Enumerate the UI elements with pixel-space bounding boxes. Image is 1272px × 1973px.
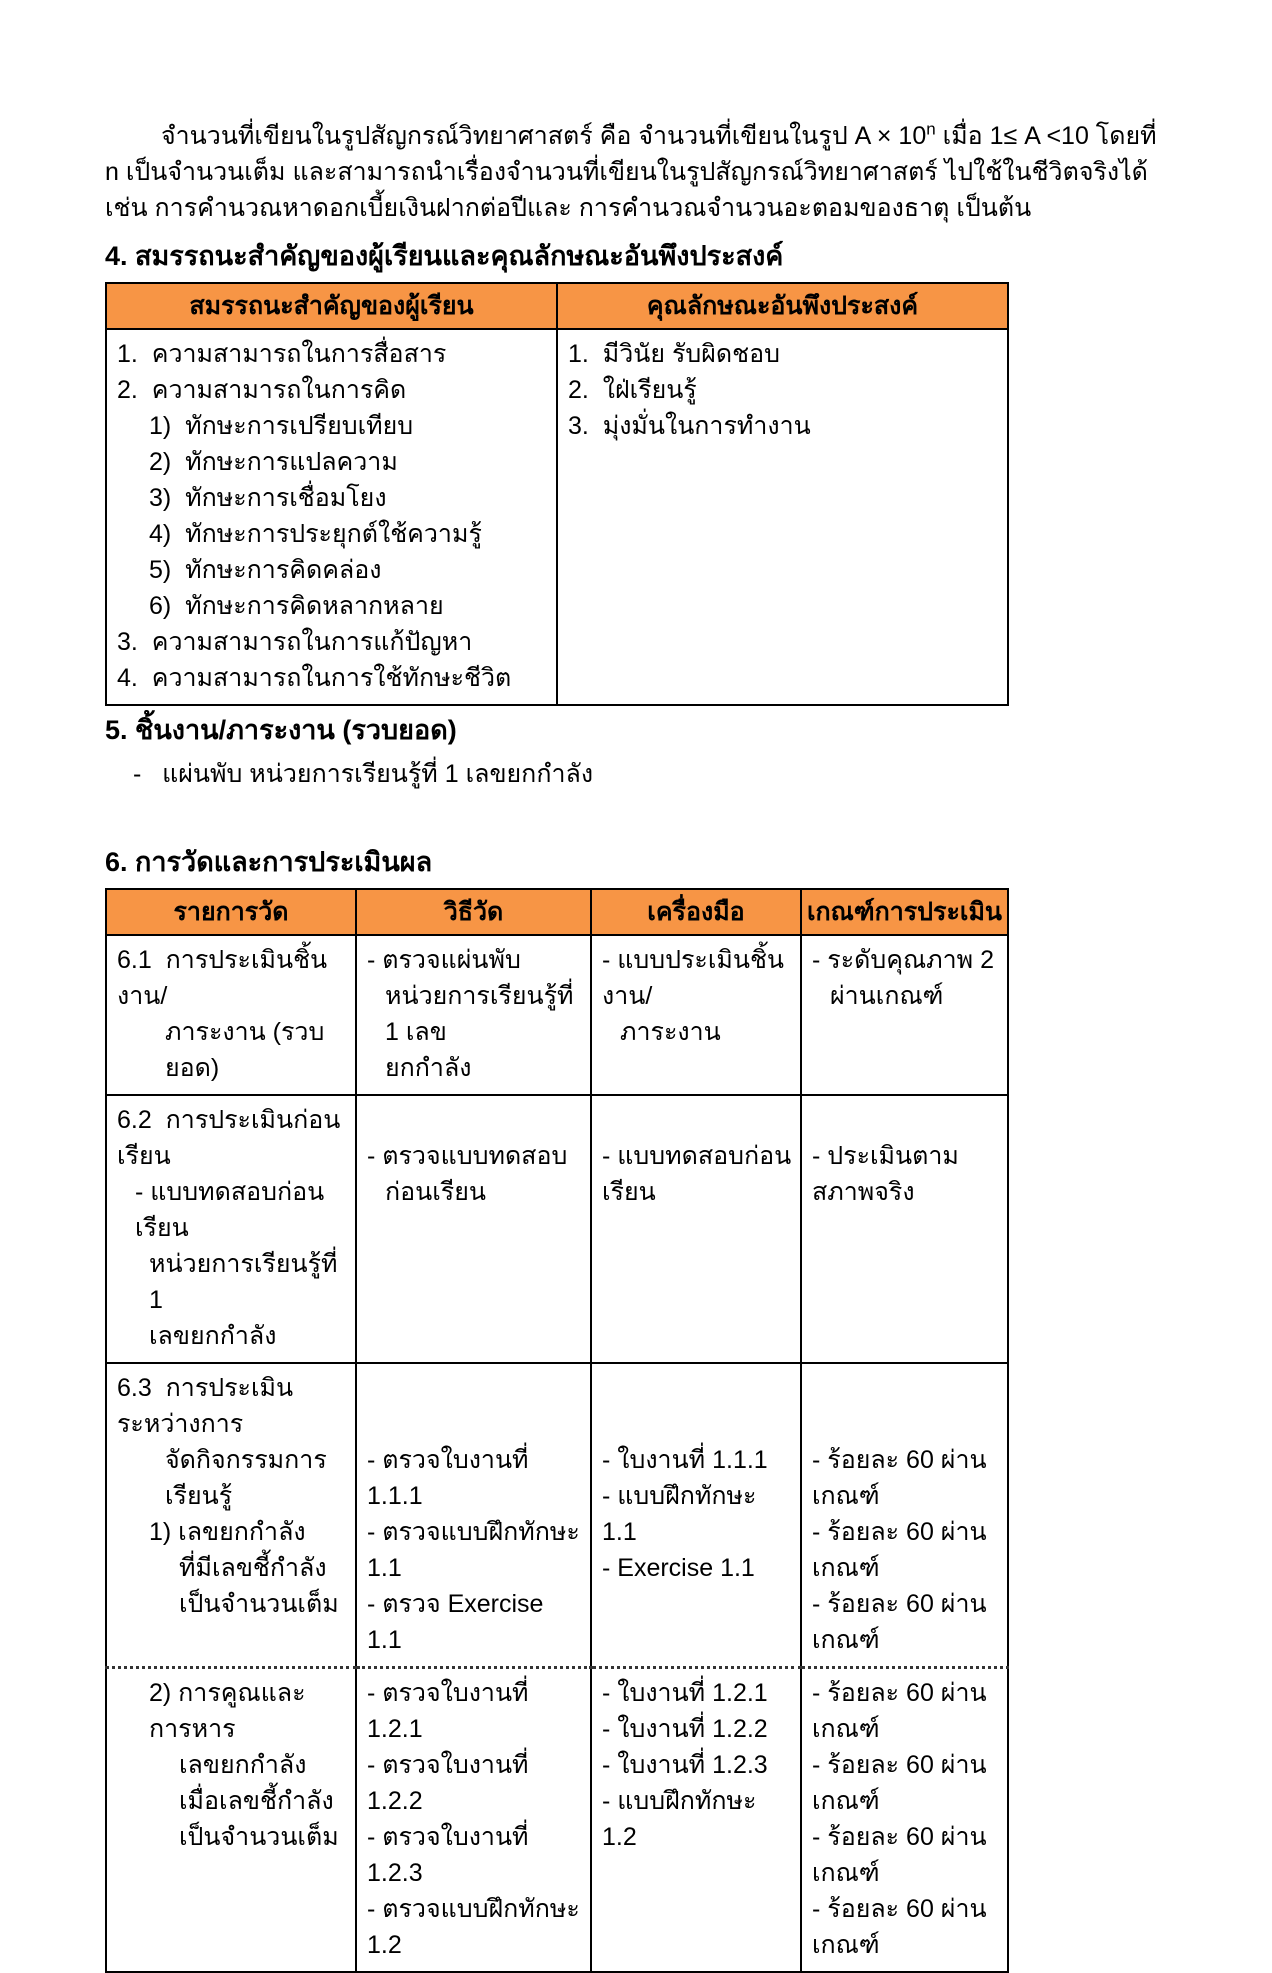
assessment-item-cell: [106, 1095, 356, 1363]
attribute-line: 2. ใฝ่เรียนรู้: [568, 376, 697, 404]
cell-line: - ตรวจใบงานที่ 1.2.2: [367, 1751, 536, 1815]
cell-line: ภาระงาน: [620, 1018, 721, 1046]
competency-line: 6) ทักษะการคิดหลากหลาย: [149, 592, 444, 620]
workpiece-list: [105, 756, 1167, 792]
assessment-criteria-cell: [801, 1668, 1008, 1973]
cell-line: เลขยกกำลัง: [149, 1322, 277, 1350]
cell-line: - แบบฝึกทักษะ 1.2: [602, 1787, 764, 1851]
cell-line: - ตรวจแผ่นพับ: [367, 946, 521, 974]
competency-table-body-row: [106, 329, 1008, 705]
cell-line: 6.1 การประเมินชิ้นงาน/: [117, 946, 328, 1010]
cell-line: - ตรวจแบบฝึกทักษะ 1.2: [367, 1895, 587, 1959]
assessment-item-header-cell: รายการวัด: [106, 889, 356, 935]
cell-line: จัดกิจกรรมการเรียนรู้: [165, 1446, 327, 1510]
intro-text-after-sup: เมื่อ 1≤ A <10 โดยที่ n เป็นจำนวนเต็ม และสามารถนำเรื่องจำนวนที่เขียนในรูปสัญกรณ์วิทยาศาสตร์ ไปใช้ในชีวิตจริงได้ เช่น การคำนวณหาดอกเบี้ยเงินฝากต่อปีและ การคำนวณจำนวนอะตอมของธาตุ เป็นต้น: [105, 122, 1157, 222]
cell-line: - ตรวจใบงานที่ 1.1.1: [367, 1446, 536, 1510]
attributes-list-cell: [557, 329, 1008, 705]
cell-line: ยกกำลัง: [385, 1054, 472, 1082]
section4-heading: 4. สมรรถนะสำคัญของผู้เรียนและคุณลักษณะอันพึงประสงค์: [105, 241, 784, 271]
assessment-method-cell: [356, 935, 591, 1095]
assessment-method-cell: [356, 1095, 591, 1363]
assessment-table-header-row: [106, 889, 1008, 935]
cell-line: 6.3 การประเมินระหว่างการ: [117, 1374, 294, 1438]
competency-line: 1. ความสามารถในการสื่อสาร: [117, 340, 447, 368]
assessment-item-cell: [106, 935, 356, 1095]
assessment-method-cell: [356, 1668, 591, 1973]
section5-heading: 5. ชิ้นงาน/ภาระงาน (รวบยอด): [105, 715, 457, 745]
cell-line: เลขยกกำลัง: [179, 1751, 307, 1779]
cell-line: เมื่อเลขชี้กำลัง: [179, 1787, 334, 1815]
competency-line: 2) ทักษะการแปลความ: [149, 448, 398, 476]
assessment-criteria-header-cell: เกณฑ์การประเมิน: [801, 889, 1008, 935]
assessment-row-6-3-part1: [106, 1363, 1008, 1668]
cell-line: เป็นจำนวนเต็ม: [179, 1823, 339, 1851]
cell-line: - ร้อยละ 60 ผ่านเกณฑ์: [812, 1590, 987, 1654]
cell-line: - Exercise 1.1: [602, 1554, 755, 1582]
assessment-row-6-3-part2: [106, 1668, 1008, 1973]
cell-line: ก่อนเรียน: [385, 1178, 486, 1206]
competency-table-header-row: [106, 283, 1008, 329]
cell-line: 1) เลขยกกำลัง: [149, 1518, 306, 1546]
competency-header-cell: สมรรถนะสำคัญของผู้เรียน: [106, 283, 557, 329]
attribute-line: 1. มีวินัย รับผิดชอบ: [568, 340, 780, 368]
cell-line: 2) การคูณและการหาร: [149, 1679, 306, 1743]
cell-line: - ตรวจใบงานที่ 1.2.1: [367, 1679, 536, 1743]
cell-line: - ใบงานที่ 1.2.3: [602, 1751, 768, 1779]
cell-line: - ตรวจ Exercise 1.1: [367, 1590, 551, 1654]
cell-line: - ใบงานที่ 1.2.1: [602, 1679, 768, 1707]
competency-line: 5) ทักษะการคิดคล่อง: [149, 556, 382, 584]
cell-line: - แบบประเมินชิ้นงาน/: [602, 946, 785, 1010]
cell-line: - แบบทดสอบก่อนเรียน: [135, 1178, 325, 1242]
assessment-tool-cell: [591, 1668, 801, 1973]
cell-line: - ร้อยละ 60 ผ่านเกณฑ์: [812, 1751, 987, 1815]
assessment-criteria-cell: [801, 935, 1008, 1095]
cell-line: - ประเมินตามสภาพจริง: [812, 1142, 959, 1206]
cell-line: - ตรวจแบบทดสอบ: [367, 1142, 568, 1170]
competency-list-cell: [106, 329, 557, 705]
competency-table: [105, 282, 1009, 706]
exponent-n: n: [926, 119, 936, 139]
assessment-table: [105, 888, 1009, 1973]
cell-line: - แบบทดสอบก่อนเรียน: [602, 1142, 792, 1206]
cell-line: - ใบงานที่ 1.2.2: [602, 1715, 768, 1743]
cell-line: 6.2 การประเมินก่อนเรียน: [117, 1106, 341, 1170]
assessment-method-header-cell: วิธีวัด: [356, 889, 591, 935]
cell-line: - ร้อยละ 60 ผ่านเกณฑ์: [812, 1518, 987, 1582]
competency-line: 3) ทักษะการเชื่อมโยง: [149, 484, 387, 512]
assessment-item-cell: [106, 1363, 356, 1668]
cell-line: เป็นจำนวนเต็ม: [179, 1590, 339, 1618]
cell-line: - ตรวจใบงานที่ 1.2.3: [367, 1823, 536, 1887]
assessment-row-6-1: [106, 935, 1008, 1095]
assessment-tool-header-cell: เครื่องมือ: [591, 889, 801, 935]
cell-line: - ร้อยละ 60 ผ่านเกณฑ์: [812, 1895, 987, 1959]
cell-line: - ระดับคุณภาพ 2: [812, 946, 994, 974]
workpiece-item: - แผ่นพับ หน่วยการเรียนรู้ที่ 1 เลขยกกำลัง: [133, 760, 594, 788]
assessment-tool-cell: [591, 1363, 801, 1668]
cell-line: หน่วยการเรียนรู้ที่ 1 เลข: [385, 982, 581, 1046]
competency-line: 4. ความสามารถในการใช้ทักษะชีวิต: [117, 664, 512, 692]
cell-line: หน่วยการเรียนรู้ที่ 1: [149, 1250, 345, 1314]
assessment-criteria-cell: [801, 1095, 1008, 1363]
section6-heading: 6. การวัดและการประเมินผล: [105, 847, 433, 877]
assessment-tool-cell: [591, 935, 801, 1095]
cell-line: ผ่านเกณฑ์: [830, 982, 944, 1010]
cell-line: - ใบงานที่ 1.1.1: [602, 1446, 768, 1474]
competency-line: 4) ทักษะการประยุกต์ใช้ความรู้: [149, 520, 482, 548]
cell-line: - ร้อยละ 60 ผ่านเกณฑ์: [812, 1446, 987, 1510]
cell-line: ภาระงาน (รวบยอด): [165, 1018, 325, 1082]
intro-paragraph: [105, 118, 1167, 226]
assessment-criteria-cell: [801, 1363, 1008, 1668]
assessment-method-cell: [356, 1363, 591, 1668]
cell-line: - ร้อยละ 60 ผ่านเกณฑ์: [812, 1679, 987, 1743]
attributes-header-cell: คุณลักษณะอันพึงประสงค์: [557, 283, 1008, 329]
cell-line: ที่มีเลขชี้กำลัง: [179, 1554, 327, 1582]
intro-text-before-sup: จำนวนที่เขียนในรูปสัญกรณ์วิทยาศาสตร์ คือ จำนวนที่เขียนในรูป A × 10: [161, 122, 927, 150]
attribute-line: 3. มุ่งมั่นในการทำงาน: [568, 412, 811, 440]
competency-line: 1) ทักษะการเปรียบเทียบ: [149, 412, 414, 440]
competency-line: 2. ความสามารถในการคิด: [117, 376, 407, 404]
assessment-tool-cell: [591, 1095, 801, 1363]
competency-line: 3. ความสามารถในการแก้ปัญหา: [117, 628, 473, 656]
assessment-item-cell: [106, 1668, 356, 1973]
cell-line: - ตรวจแบบฝึกทักษะ 1.1: [367, 1518, 587, 1582]
cell-line: - แบบฝึกทักษะ 1.1: [602, 1482, 764, 1546]
cell-line: - ร้อยละ 60 ผ่านเกณฑ์: [812, 1823, 987, 1887]
assessment-row-6-2: [106, 1095, 1008, 1363]
